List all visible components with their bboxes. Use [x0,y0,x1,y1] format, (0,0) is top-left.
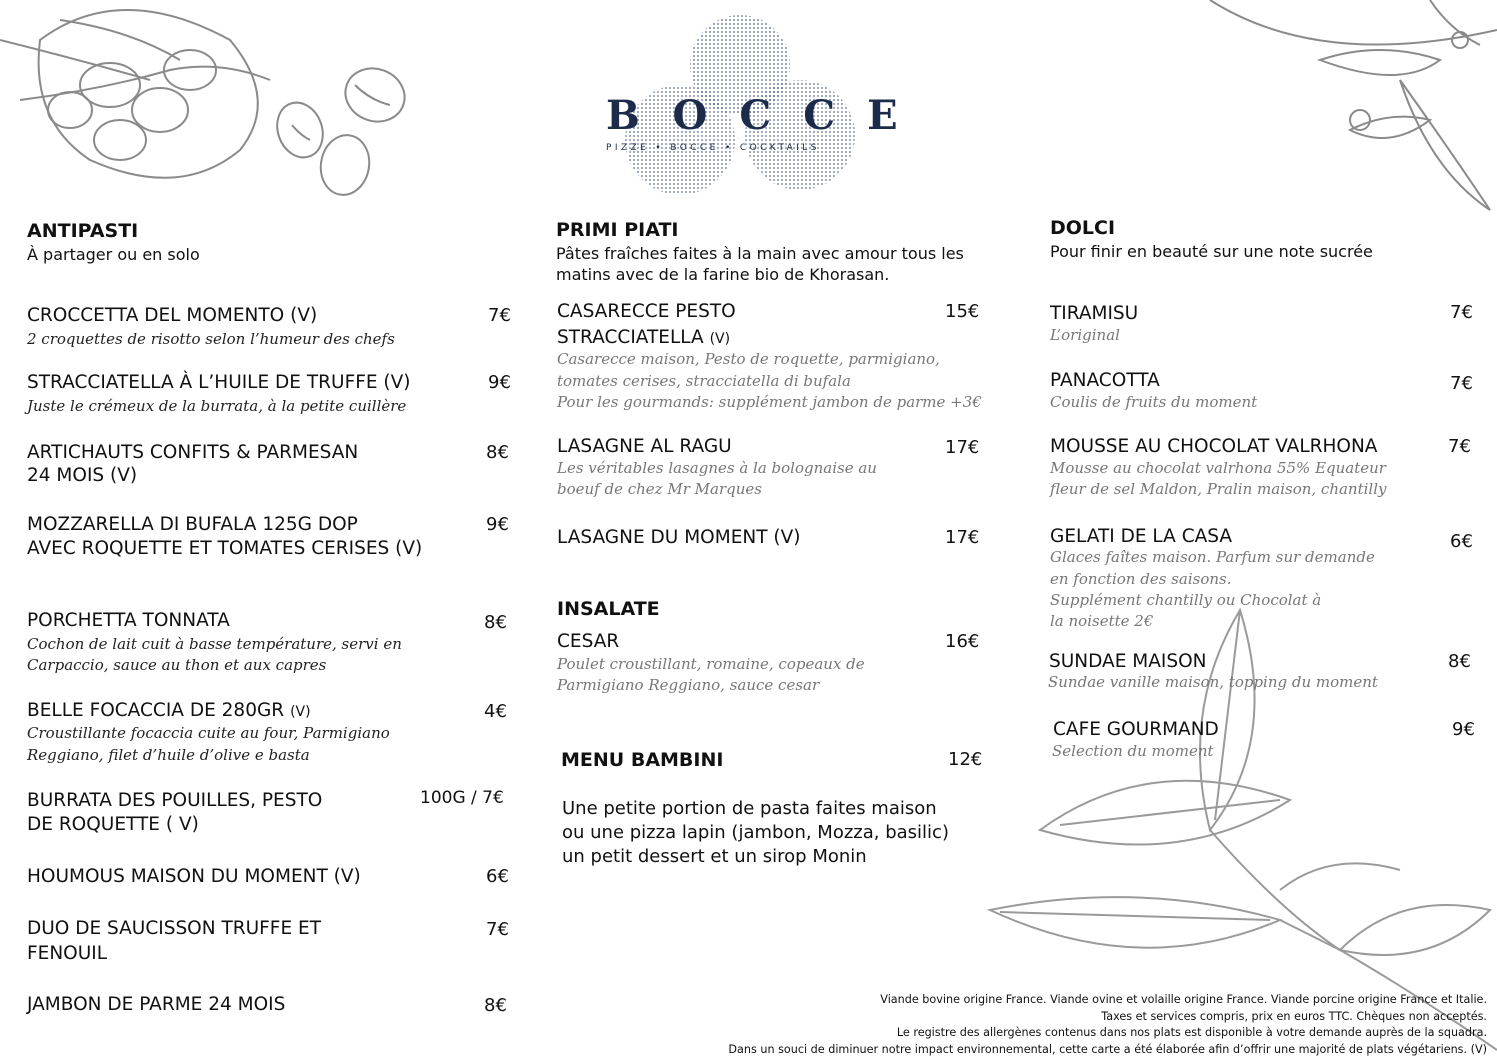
menu-item-price: 7€ [1450,373,1473,394]
menu-item-price: 7€ [1448,436,1471,457]
menu-item-desc-line2: Carpaccio, sauce au thon et aux capres [27,656,327,674]
menu-item-price: 9€ [1452,719,1475,740]
menu-item-price: 7€ [488,305,511,326]
menu-item-name: CROCCETTA DEL MOMENTO (V) [27,305,318,326]
footer-line: Viande bovine origine France. Viande ovine et volaille origine France. Viande porcine origine France et Italie. [880,993,1487,1006]
menu-item-name-line2: STRACCIATELLA (V) [557,327,731,348]
menu-item-desc: Poulet croustillant, romaine, copeaux de [557,655,865,673]
menu-item-name-line2: FENOUIL [27,943,108,964]
brand-logo-word: BOCCE [606,92,930,139]
dolci-title: DOLCI [1050,217,1116,239]
menu-item-desc: Sundae vanille maison, topping du moment [1048,673,1378,691]
menu-item-desc-line2: boeuf de chez Mr Marques [557,480,762,498]
menu-item-desc: Glaces faîtes maison. Parfum sur demande [1050,548,1375,566]
menu-item-name: TIRAMISU [1050,303,1139,324]
menu-item-desc: Casarecce maison, Pesto de roquette, parmigiano, [557,350,940,368]
menu-item-name: STRACCIATELLA À L’HUILE DE TRUFFE (V) [27,372,411,393]
menu-item-name: GELATI DE LA CASA [1050,526,1233,547]
menu-item-desc: 2 croquettes de risotto selon l’humeur des chefs [27,330,395,348]
menu-item-price: 9€ [486,514,509,535]
menu-item-desc: Croustillante focaccia cuite au four, Parmigiano [27,724,390,742]
menu-item-price: 7€ [486,919,509,940]
menu-item-name: LASAGNE AL RAGU [557,436,732,457]
menu-item-price: 8€ [484,612,507,633]
menu-item-desc: Cochon de lait cuit à basse température, servi en [27,635,402,653]
branch-illustration-top-right [1200,0,1497,215]
footer-line: Taxes et services compris, prix en euros TTC. Chèques non acceptés. [1101,1009,1487,1023]
menu-item-desc: Selection du moment [1052,742,1214,760]
primi-subtitle: Pâtes fraîches faites à la main avec amour tous les [556,244,964,263]
antipasti-subtitle: À partager ou en solo [27,245,200,264]
menu-item-name: MOZZARELLA DI BUFALA 125G DOP [27,514,358,535]
menu-item-price: 8€ [484,995,507,1016]
menu-item-desc: L’original [1050,326,1120,344]
menu-item-desc-line2: tomates cerises, stracciatella di bufala [557,372,851,390]
menu-item-price: 6€ [486,866,509,887]
menu-item-name: CAFE GOURMAND [1053,719,1219,740]
menu-item-name: LASAGNE DU MOMENT (V) [557,527,801,548]
menu-item-desc-line2: fleur de sel Maldon, Pralin maison, chantilly [1050,480,1387,498]
bambini-line: un petit dessert et un sirop Monin [562,846,867,867]
primi-title: PRIMI PIATI [556,219,679,241]
menu-item-desc-line2: Parmigiano Reggiano, sauce cesar [557,676,820,694]
menu-item-name-line2: AVEC ROQUETTE ET TOMATES CERISES (V) [27,538,423,559]
menu-item-name: ARTICHAUTS CONFITS & PARMESAN [27,442,359,463]
menu-item-name: PANACOTTA [1050,370,1160,391]
menu-item-name: BELLE FOCACCIA DE 280GR (V) [27,700,311,721]
menu-item-desc: Mousse au chocolat valrhona 55% Equateur [1050,459,1386,477]
insalate-title: INSALATE [557,598,660,620]
menu-item-desc: Coulis de fruits du moment [1050,393,1258,411]
menu-item-name: CASARECCE PESTO [557,301,736,322]
menu-item-name: JAMBON DE PARME 24 MOIS [27,994,286,1015]
menu-item-name: HOUMOUS MAISON DU MOMENT (V) [27,866,361,887]
footer-notes [587,992,1487,1058]
menu-item-price: 9€ [488,372,511,393]
menu-item-desc: Les véritables lasagnes à la bolognaise au [557,459,877,477]
menu-item-desc-line2: Reggiano, filet d’huile d’olive e basta [27,746,310,764]
menu-item-price: 17€ [945,527,980,548]
brand-tagline: PIZZE • BOCCE • COCKTAILS [606,143,820,153]
bambini-line: Une petite portion de pasta faites maison [562,798,937,819]
menu-item-desc-line4: la noisette 2€ [1050,612,1154,630]
menu-item-price: 8€ [1448,651,1471,672]
bambini-price: 12€ [948,749,983,770]
menu-item-price: 15€ [945,301,980,322]
menu-item-name: PORCHETTA TONNATA [27,610,230,631]
bambini-line: ou une pizza lapin (jambon, Mozza, basilic) [562,822,949,843]
menu-item-price: 7€ [1450,302,1473,323]
menu-item-name: MOUSSE AU CHOCOLAT VALRHONA [1050,436,1378,457]
menu-item-desc-line3: Pour les gourmands: supplément jambon de parme +3€ [557,393,982,411]
bambini-title: MENU BAMBINI [561,749,724,771]
menu-item-price: 100G / 7€ [420,788,504,808]
menu-item-name-line2: DE ROQUETTE ( V) [27,814,199,835]
menu-item-name-line2: 24 MOIS (V) [27,465,138,486]
antipasti-title: ANTIPASTI [27,220,139,242]
footer-line: Dans un souci de diminuer notre impact environnemental, cette carte a été élaborée afin d’offrir une majorité de plats végétariens. (V) [728,1042,1487,1056]
menu-item-price: 8€ [486,442,509,463]
menu-item-price: 4€ [484,701,507,722]
olives-illustration [0,0,420,210]
veg-tag: (V) [290,704,311,720]
menu-item-name: DUO DE SAUCISSON TRUFFE ET [27,918,322,939]
footer-line: Le registre des allergènes contenus dans nos plats est disponible à votre demande auprès de la squadra. [896,1026,1487,1039]
menu-item-desc-line3: Supplément chantilly ou Chocolat à [1050,591,1322,609]
menu-item-price: 16€ [945,631,980,652]
menu-item-name: BURRATA DES POUILLES, PESTO [27,790,323,811]
menu-item-price: 17€ [945,437,980,458]
menu-item-desc: Juste le crémeux de la burrata, à la petite cuillère [27,397,407,415]
veg-tag: (V) [709,331,731,347]
menu-item-name: SUNDAE MAISON [1049,651,1207,672]
menu-item-name: CESAR [557,631,620,652]
menu-item-desc-line2: en fonction des saisons. [1050,570,1232,588]
menu-item-price: 6€ [1450,531,1473,552]
dolci-subtitle: Pour finir en beauté sur une note sucrée [1050,242,1373,261]
primi-subtitle-line2: matins avec de la farine bio de Khorasan. [556,265,890,284]
